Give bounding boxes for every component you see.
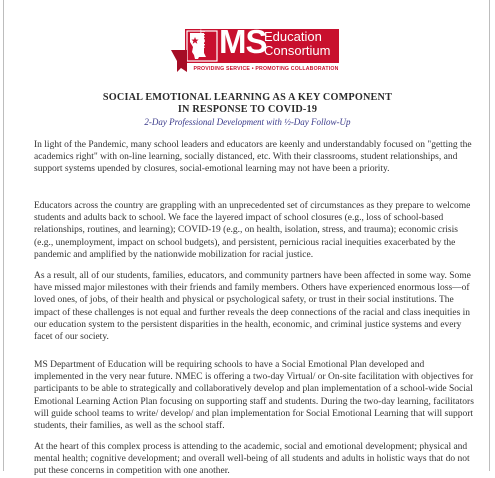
paragraph-holistic-process: At the heart of this complex process is attending to the academic, social and emotional development; physical and mental health; cognitive development; and overall well-being of all students and adults in holistic ways that do not put these concerns in competition with one another. — [34, 442, 470, 477]
document-title-line: SOCIAL EMOTIONAL LEARNING AS A KEY COMPONENT — [102, 92, 393, 103]
paragraph-educators-challenges: Educators across the country are grappling with an unprecedented set of circumstances as they prepare to welcome students and adults back to school. We face the layered impact of school closures (e.g., loss of school-based relationships, routines, and learning); COVID-19 (e.g., on health, isolation, stress, and trauma); economic crisis (e.g., unemployment, impact on school budgets), and persistent, pernicious racial inequities exacerbated by the pandemic and amplified by the nationwide mobilization for racial justice. — [34, 201, 471, 260]
logo-education-text: Education — [264, 29, 322, 44]
logo-north-text: NORTH — [201, 24, 207, 48]
document-subtitle: 2-Day Professional Development with ½-Day Follow-Up — [144, 117, 351, 127]
paragraph-pandemic-context: In light of the Pandemic, many school leaders and educators are keenly and understandably focused on "getting the academics right" with on-line learning, socially distanced, etc. With their classrooms, student relationships, and support systems upended by closures, social-emotional learning may not have been a priority. — [34, 140, 472, 175]
paragraph-impact-on-community: As a result, all of our students, families, educators, and community partners have been affected in some way. Some have missed major milestones with their friends and family members. Others have experienced enormous loss—of loved ones, of jobs, of their health and physical or psychological safety, or trust in their social institutions. The impact of these challenges is not equal and further reveals the deep connections of the racial and class inequities in our education system to the persistent disparities in the health, economic, and criminal justice systems and every facet of our society. — [34, 271, 471, 343]
logo-ms-text: MS — [219, 23, 267, 60]
paragraph-mde-requirement: MS Department of Education will be requiring schools to have a Social Emotional Plan developed and implemented in the very near future. NMEC is offering a two-day Virtual/ or On-site facilitation with objectives for participants to be able to strategically and collaboratively develop and plan implementation of a school-wide Social Emotional Learning Action Plan focusing on supporting staff and students. During the two-day learning, facilitators will guide school teams to write/ develop/ and plan implementation for Social Emotional Learning that will support students, their families, as well as the school staff. — [34, 360, 474, 432]
logo-consortium-text: Consortium — [264, 43, 331, 58]
document-title-line: IN RESPONSE TO COVID-19 — [177, 104, 318, 115]
document-title — [4, 92, 491, 116]
logo-tagline: PROVIDING SERVICE • PROMOTING COLLABORATION — [193, 66, 339, 72]
nmec-logo — [163, 23, 339, 76]
document-page — [3, 0, 490, 477]
